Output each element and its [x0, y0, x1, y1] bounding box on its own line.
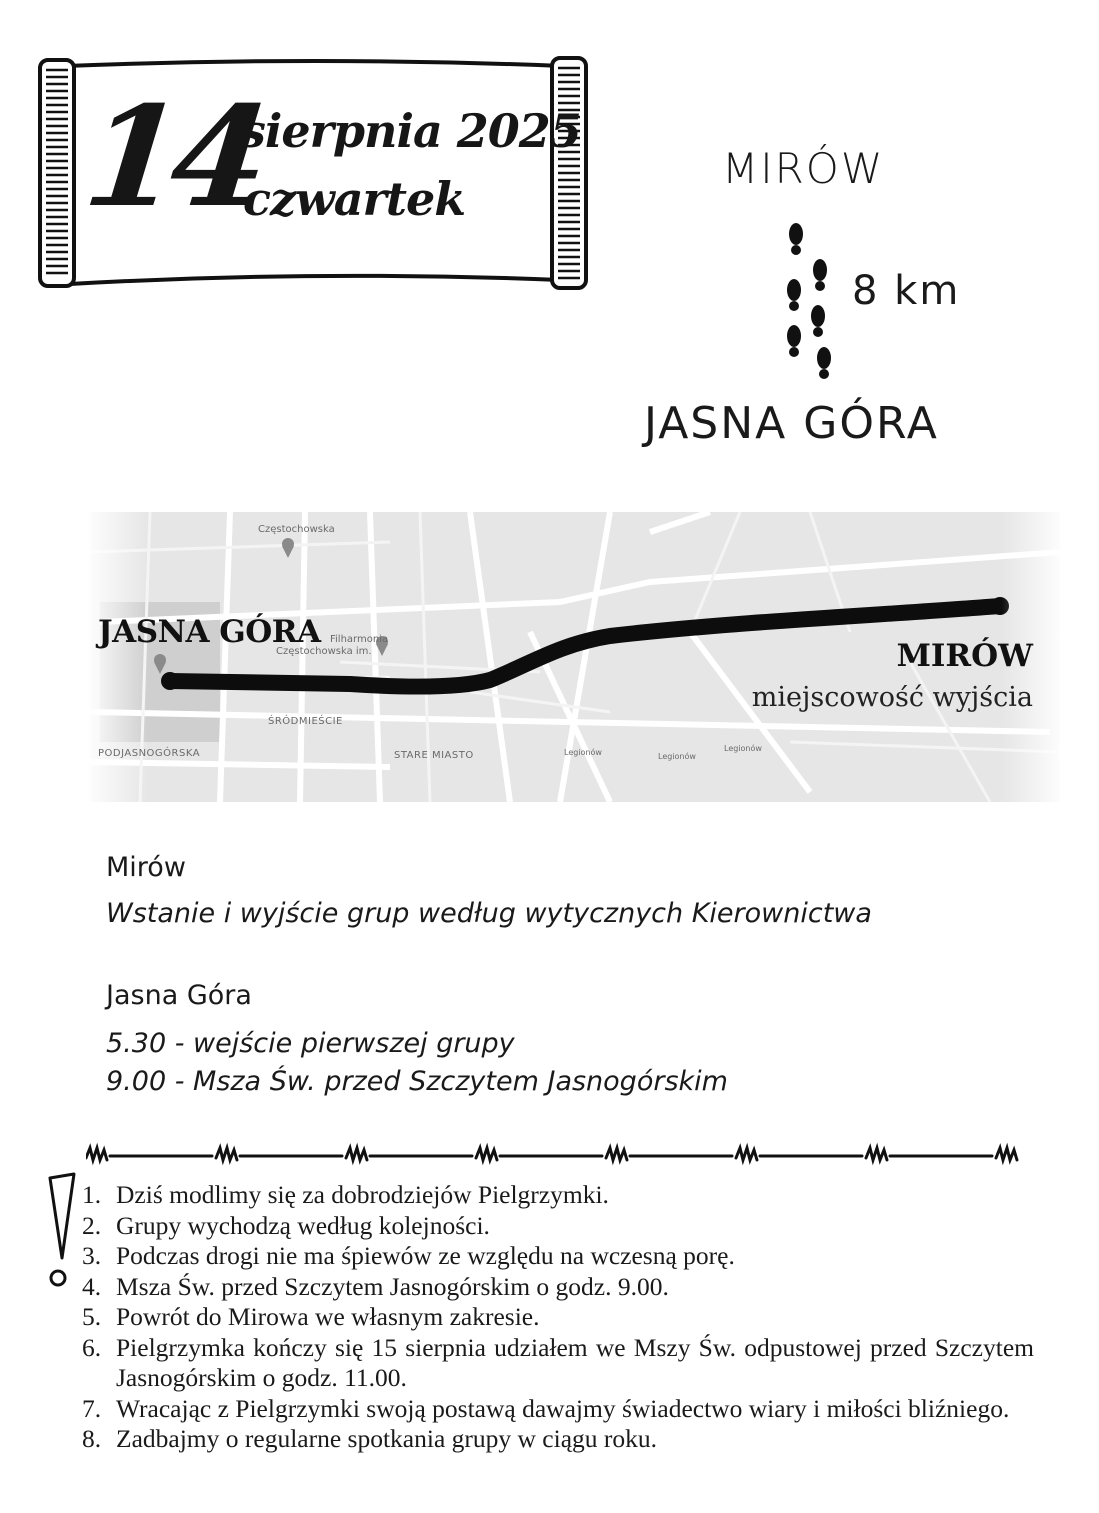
footprints-icon: [776, 218, 846, 386]
map-label-stare-miasto: STARE MIASTO: [394, 750, 474, 761]
map-label-mirow: MIRÓW: [896, 638, 1033, 674]
map-label-filharmonia-2: Częstochowska im.: [276, 646, 372, 657]
date-month-year: sierpnia 2025: [240, 104, 581, 158]
schedule-line: 9.00 - Msza Św. przed Szczytem Jasnogórskim: [106, 1066, 728, 1097]
map-label-czestochowska: Częstochowska: [258, 524, 335, 535]
list-item: 6. Pielgrzymka kończy się 15 sierpnia udziałem we Mszy Św. odpustowej przed Szczytem Jasnogórskim o godz. 11.00.: [82, 1332, 1034, 1392]
list-item: 1. Dziś modlimy się za dobrodziejów Pielgrzymki.: [82, 1180, 609, 1209]
notes-list: [82, 1180, 1034, 1455]
map-label-legionow-1: Legionów: [564, 748, 602, 757]
date-weekday: czwartek: [243, 172, 466, 226]
list-item: 8. Zadbajmy o regularne spotkania grupy w ciągu roku.: [82, 1424, 658, 1453]
route-distance: 8 km: [852, 268, 961, 314]
schedule-line: 5.30 - wejście pierwszej grupy: [106, 1028, 515, 1059]
route-from: MIRÓW: [722, 144, 885, 193]
map-label-srodmiescie: ŚRÓDMIEŚCIE: [268, 716, 343, 727]
schedule-place-jasna-gora: Jasna Góra: [106, 980, 252, 1011]
map-label-filharmonia: Filharmonia: [330, 634, 389, 645]
list-item: 4. Msza Św. przed Szczytem Jasnogórskim o godz. 9.00.: [82, 1271, 669, 1301]
map-label-podjasnogorska: PODJASNOGÓRSKA: [98, 748, 201, 759]
map-label-legionow-2: Legionów: [658, 752, 696, 761]
date-day: 14: [77, 75, 267, 238]
schedule-place-mirow: Mirów: [106, 852, 186, 883]
list-item: 2. Grupy wychodzą według kolejności.: [82, 1210, 490, 1240]
schedule-line: Wstanie i wyjście grup według wytycznych Kierownictwa: [106, 898, 872, 929]
map-label-jasna-gora: JASNA GÓRA: [98, 614, 321, 650]
map-label-legionow-3: Legionów: [724, 744, 762, 753]
map-label-origin-sub: miejscowość wyjścia: [751, 682, 1033, 713]
list-item: 5. Powrót do Mirowa we własnym zakresie.: [82, 1302, 540, 1331]
exclamation-icon: [40, 1170, 84, 1290]
list-item: 7. Wracając z Pielgrzymki swoją postawą dawajmy świadectwo wiary i miłości bliźniego.: [82, 1393, 1010, 1423]
list-item: 3. Podczas drogi nie ma śpiewów ze względu na wczesną porę.: [82, 1241, 735, 1270]
route-to: JASNA GÓRA: [644, 398, 939, 449]
decorative-divider: [86, 1138, 1036, 1168]
